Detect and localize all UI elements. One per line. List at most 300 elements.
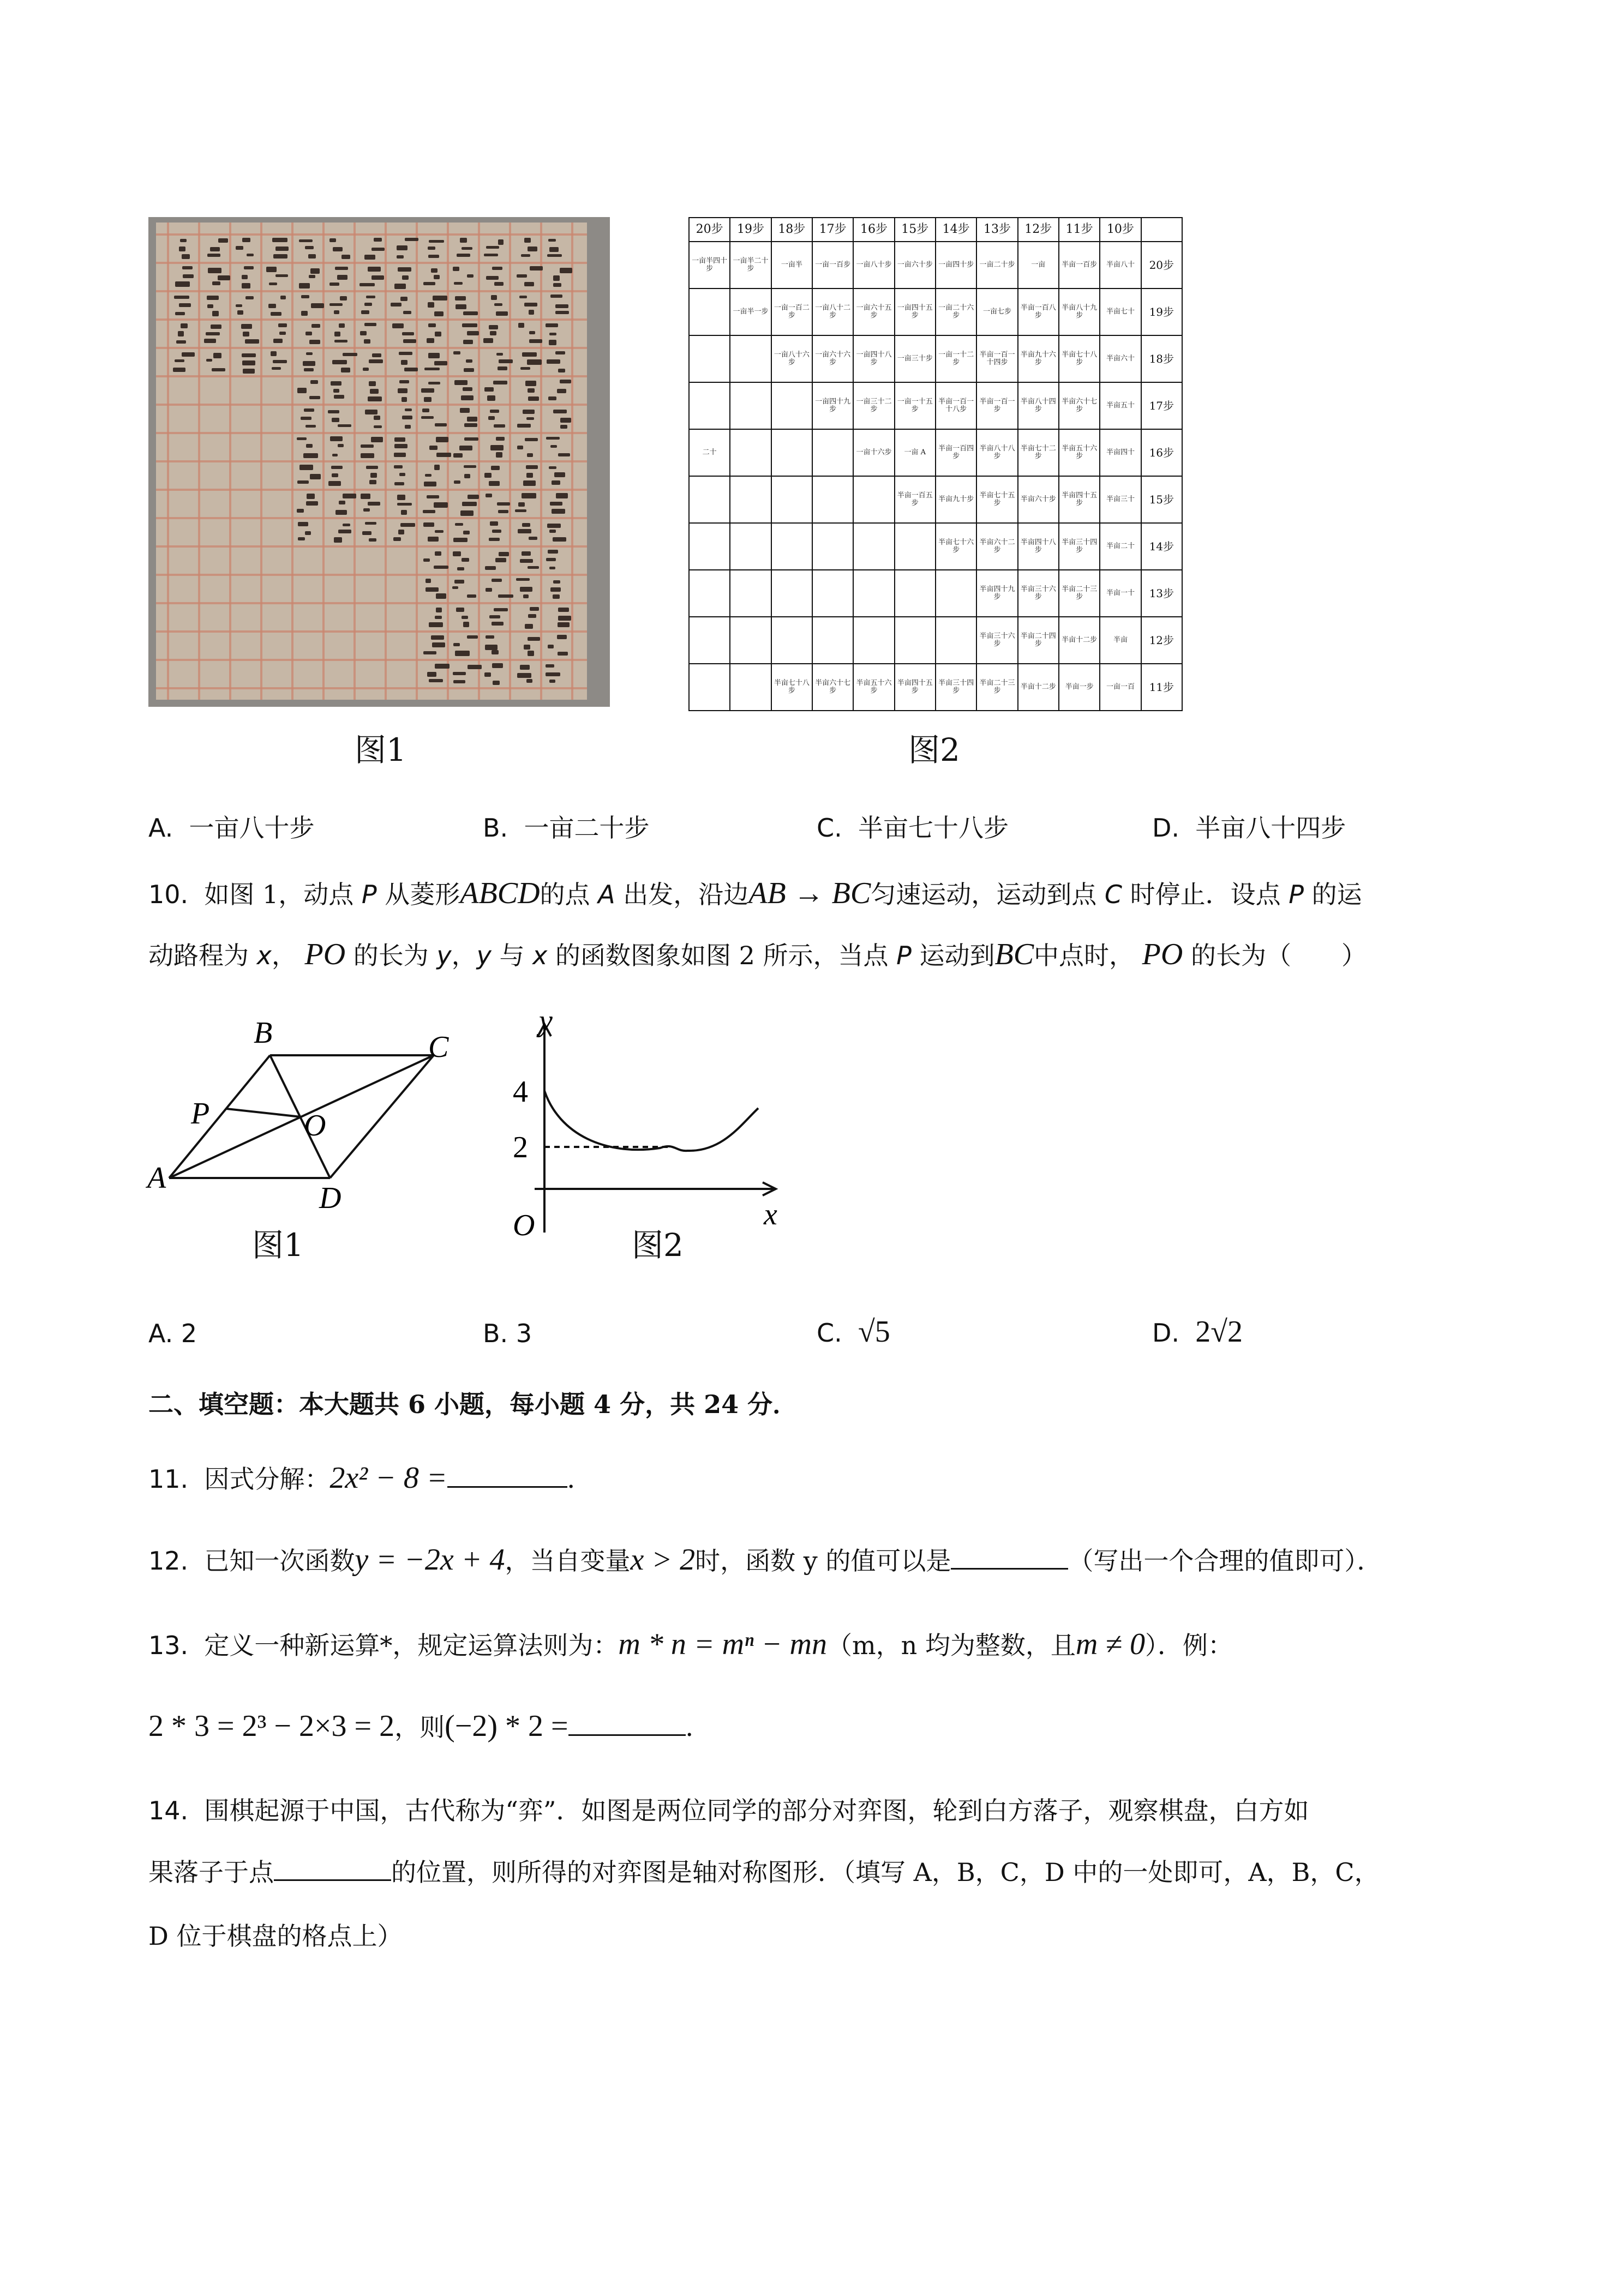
ink-character: [560, 418, 572, 423]
ink-character: [397, 245, 408, 250]
ink-character: [361, 494, 370, 499]
ink-character: [301, 311, 308, 316]
ink-character: [436, 437, 448, 442]
row-label-cell: 20步: [1141, 242, 1182, 288]
row-label-cell: 11步: [1141, 664, 1182, 711]
ink-character: [369, 381, 376, 386]
ink-character: [486, 494, 492, 497]
table-row: [689, 288, 1182, 335]
ink-character: [337, 275, 347, 280]
ink-character: [553, 594, 559, 599]
table-cell: [730, 429, 771, 476]
ink-character: [368, 396, 382, 401]
ink-character: [550, 502, 562, 506]
ink-character: [468, 665, 482, 669]
ink-character: [298, 537, 305, 541]
header-cell: 17步: [812, 218, 853, 242]
table-cell: 半亩四十五步: [895, 664, 936, 711]
ink-character: [363, 368, 369, 371]
figure1-caption: 图1: [355, 731, 406, 768]
ink-character: [299, 283, 310, 288]
ink-character: [176, 340, 186, 344]
ink-character: [206, 332, 220, 335]
row-label-cell: 16步: [1141, 429, 1182, 476]
ink-character: [554, 472, 566, 477]
ink-character: [463, 622, 469, 627]
ink-character: [398, 388, 408, 394]
ink-character: [272, 367, 281, 370]
table-cell: [936, 570, 976, 617]
ink-character: [364, 339, 370, 344]
table-cell: [689, 335, 730, 382]
ink-character: [485, 566, 495, 570]
ink-character: [394, 465, 403, 468]
ink-character: [279, 332, 286, 335]
header-cell: 16步: [853, 218, 894, 242]
ink-character: [340, 296, 347, 301]
ink-character: [467, 635, 478, 639]
ink-character: [405, 425, 411, 429]
table-cell: [853, 476, 894, 523]
ink-character: [328, 481, 341, 485]
table-cell: 一亩一十五步: [895, 382, 936, 429]
table-cell: 一亩一百二步: [771, 288, 812, 335]
table-cell: [771, 429, 812, 476]
table-cell: 半亩九十六步: [1018, 335, 1059, 382]
ink-character: [331, 381, 341, 386]
header-cell: [1141, 218, 1182, 242]
ink-character: [553, 537, 566, 542]
ink-character: [486, 588, 492, 592]
ink-character: [329, 238, 336, 242]
ink-character: [366, 296, 375, 299]
ink-character: [394, 444, 408, 448]
ink-character: [237, 310, 243, 315]
table-cell: 一亩二十步: [976, 242, 1017, 288]
ink-character: [271, 312, 282, 316]
table-cell: 一亩半四十步: [689, 242, 730, 288]
ink-character: [496, 353, 503, 356]
ink-character: [338, 530, 351, 533]
ink-character: [303, 453, 318, 458]
ink-character: [433, 296, 447, 300]
ink-character: [453, 267, 460, 271]
ink-character: [331, 466, 343, 469]
table-cell: 半亩四十: [1100, 429, 1141, 476]
ink-character: [212, 311, 219, 316]
ink-character: [550, 294, 562, 298]
ink-character: [310, 474, 321, 479]
ink-character: [548, 239, 556, 242]
ink-character: [423, 282, 435, 285]
ink-character: [397, 255, 404, 259]
ink-character: [516, 578, 530, 581]
table-cell: 半亩十二步: [1059, 617, 1100, 664]
ink-character: [455, 523, 463, 526]
ink-character: [519, 296, 527, 298]
photo-grid-line: [156, 602, 587, 604]
ink-character: [548, 645, 554, 648]
ink-character: [546, 437, 560, 440]
ink-character: [486, 276, 499, 280]
ink-character: [546, 664, 554, 668]
ink-character: [485, 645, 498, 650]
ink-character: [494, 424, 505, 428]
ink-character: [427, 672, 436, 677]
ink-character: [268, 304, 276, 309]
ink-character: [394, 482, 404, 485]
ink-character: [427, 495, 439, 498]
table-cell: [730, 570, 771, 617]
ink-character: [310, 268, 320, 274]
ink-character: [518, 529, 531, 533]
table-row: [689, 242, 1182, 288]
table-cell: 半亩七十六步: [936, 523, 976, 570]
ink-character: [329, 303, 343, 306]
ink-character: [297, 388, 306, 393]
table-cell: 半亩六十: [1100, 335, 1141, 382]
ink-character: [560, 425, 568, 429]
ink-character: [392, 323, 404, 328]
ink-character: [528, 637, 540, 641]
ink-character: [243, 332, 249, 336]
ink-character: [179, 247, 185, 251]
ink-character: [520, 665, 530, 670]
ink-character: [374, 425, 382, 428]
ink-character: [368, 267, 381, 272]
ink-character: [552, 480, 560, 484]
ink-character: [402, 275, 409, 280]
ink-character: [523, 410, 535, 414]
ink-character: [428, 382, 440, 384]
ink-character: [524, 238, 531, 242]
ink-character: [463, 340, 474, 344]
ink-character: [453, 453, 462, 458]
table-cell: 半亩四十五步: [1059, 476, 1100, 523]
ink-character: [434, 311, 444, 316]
ink-character: [306, 444, 313, 448]
ink-character: [304, 368, 314, 371]
ink-character: [426, 587, 439, 592]
ink-character: [435, 332, 442, 336]
ink-character: [211, 324, 222, 328]
table-cell: 半亩十二步: [1018, 664, 1059, 711]
ink-character: [434, 275, 440, 279]
ink-character: [366, 466, 378, 468]
ink-character: [213, 353, 221, 358]
row-label-cell: 17步: [1141, 382, 1182, 429]
header-cell: 19步: [730, 218, 771, 242]
ink-character: [218, 238, 228, 242]
table-cell: 一亩四十步: [936, 242, 976, 288]
table-cell: 二十: [689, 429, 730, 476]
table-cell: 半亩五十六步: [853, 664, 894, 711]
ink-character: [558, 652, 567, 656]
ink-character: [493, 381, 507, 384]
section2-heading: 二、填空题：本大题共 6 小题，每小题 4 分，共 24 分．: [148, 1390, 798, 1419]
table-cell: 半亩三十四步: [936, 664, 976, 711]
ink-character: [530, 607, 539, 611]
ink-character: [517, 424, 531, 428]
ink-character: [555, 351, 565, 354]
table-cell: 一亩一百步: [812, 242, 853, 288]
ink-character: [557, 635, 566, 639]
ink-character: [490, 521, 498, 526]
ink-character: [329, 283, 339, 286]
ink-character: [271, 351, 277, 356]
ink-character: [236, 246, 243, 249]
ink-character: [497, 502, 510, 506]
ink-character: [368, 502, 381, 506]
ink-character: [371, 248, 385, 251]
ink-character: [484, 387, 494, 392]
ink-character: [489, 538, 500, 542]
ink-character: [494, 303, 502, 306]
header-cell: 10步: [1100, 218, 1141, 242]
q10-option-d: D. 2√2: [1152, 1315, 1243, 1349]
ink-character: [453, 551, 462, 556]
table-cell: 一亩半二十步: [730, 242, 771, 288]
ink-character: [483, 338, 493, 343]
ink-character: [374, 416, 380, 420]
ink-character: [204, 339, 217, 343]
ink-character: [432, 642, 445, 647]
ink-character: [371, 275, 383, 280]
ink-character: [425, 474, 432, 477]
table-cell: 半亩二十三步: [1059, 570, 1100, 617]
ink-character: [308, 254, 316, 259]
ink-character: [297, 480, 309, 483]
photo-grid-line: [156, 687, 587, 689]
table-cell: 一亩八十二步: [812, 288, 853, 335]
ink-character: [305, 531, 311, 535]
table-cell: [853, 617, 894, 664]
ink-character: [423, 558, 430, 561]
ink-character: [362, 531, 371, 535]
ink-character: [490, 445, 504, 450]
ink-character: [529, 310, 535, 315]
ink-character: [427, 338, 435, 343]
ink-character: [400, 297, 408, 302]
ink-character: [524, 303, 537, 306]
ink-character: [429, 446, 438, 450]
table-cell: 一亩四十五步: [895, 288, 936, 335]
ink-character: [546, 672, 560, 676]
photo-grid-line: [156, 404, 587, 406]
ink-character: [361, 444, 374, 448]
ink-character: [434, 361, 448, 366]
table-cell: 一亩二十六步: [936, 288, 976, 335]
table-cell: [853, 523, 894, 570]
ink-character: [553, 410, 567, 413]
table-cell: [730, 476, 771, 523]
ink-character: [401, 397, 408, 402]
ink-character: [491, 295, 497, 299]
ink-character: [453, 680, 465, 683]
ink-character: [494, 282, 503, 286]
ink-character: [522, 493, 536, 498]
ink-character: [528, 614, 536, 618]
ink-character: [453, 643, 460, 646]
label-a: A: [147, 1161, 166, 1195]
ink-character: [338, 444, 343, 447]
ink-character: [555, 311, 569, 314]
label-b: B: [254, 1016, 273, 1050]
ink-character: [560, 268, 573, 273]
ink-character: [236, 304, 242, 307]
ink-character: [422, 408, 429, 413]
ink-character: [305, 246, 314, 249]
ink-character: [241, 324, 252, 329]
table-row: [689, 617, 1182, 664]
table-cell: [730, 335, 771, 382]
ink-character: [423, 651, 436, 654]
table-cell: 半亩七十二步: [1018, 429, 1059, 476]
ink-character: [454, 580, 464, 584]
table-cell: 一亩六十步: [895, 242, 936, 288]
ink-character: [549, 247, 559, 253]
ink-character: [546, 558, 556, 561]
ink-character: [421, 416, 434, 419]
table-cell: 一亩七步: [976, 288, 1017, 335]
table-cell: 一亩三十二步: [853, 382, 894, 429]
ink-character: [182, 254, 190, 259]
ink-character: [301, 295, 310, 298]
q9-option-d: D. 半亩八十四步: [1152, 813, 1346, 843]
ink-character: [306, 352, 313, 356]
q14-line3: D 位于棋盘的格点上）: [148, 1921, 403, 1951]
ink-character: [526, 417, 535, 420]
ink-character: [499, 359, 513, 363]
ink-character: [242, 238, 250, 242]
ink-character: [207, 304, 213, 308]
ink-character: [242, 360, 255, 366]
table-cell: [771, 617, 812, 664]
ink-character: [424, 482, 437, 486]
function-graph: [535, 1024, 776, 1233]
ink-character: [266, 267, 276, 272]
row-label-cell: 12步: [1141, 617, 1182, 664]
ink-character: [398, 267, 411, 272]
table-cell: 一亩一百: [1100, 664, 1141, 711]
ink-character: [553, 580, 560, 584]
table-cell: [730, 382, 771, 429]
ink-character: [518, 323, 524, 328]
ink-character: [522, 551, 530, 556]
ink-character: [524, 282, 534, 286]
ink-character: [499, 552, 509, 556]
ink-character: [434, 465, 440, 470]
row-label-cell: 19步: [1141, 288, 1182, 335]
ink-character: [428, 302, 434, 308]
ink-character: [245, 296, 254, 300]
table-cell: [895, 523, 936, 570]
ink-character: [467, 594, 476, 598]
table-cell: 一亩六十五步: [853, 288, 894, 335]
ink-character: [549, 333, 556, 335]
ink-character: [400, 523, 415, 527]
ink-character: [397, 495, 405, 500]
ink-character: [547, 359, 560, 364]
area-table: [688, 217, 1183, 711]
ink-character: [178, 331, 184, 336]
ink-character: [435, 616, 442, 619]
label-d: D: [319, 1181, 341, 1215]
q14-line1: 14. 围棋起源于中国，古代称为“弈”．如图是两位同学的部分对弈图，轮到白方落子，观察棋盘，白方如: [148, 1796, 1309, 1825]
table-cell: 一亩半一步: [730, 288, 771, 335]
ink-character: [364, 255, 375, 260]
table-cell: 半亩四十八步: [1018, 523, 1059, 570]
table-cell: 半亩六十二步: [976, 523, 1017, 570]
header-cell: 13步: [976, 218, 1017, 242]
table-cell: 一亩四十八步: [853, 335, 894, 382]
ink-character: [181, 323, 188, 328]
ink-character: [496, 452, 503, 458]
edge-ab: [169, 1055, 270, 1178]
ink-character: [498, 239, 504, 244]
photo-grid-line: [156, 460, 587, 462]
ink-character: [309, 275, 315, 278]
ink-character: [552, 509, 565, 513]
table-cell: 半亩六十步: [1018, 476, 1059, 523]
table-cell: 半亩四十九步: [976, 570, 1017, 617]
ink-character: [401, 360, 408, 365]
ink-character: [369, 480, 377, 484]
ink-character: [309, 396, 320, 399]
ink-character: [428, 323, 436, 327]
table-cell: [895, 570, 936, 617]
ink-character: [212, 368, 225, 371]
ink-character: [431, 635, 444, 640]
table-cell: 半亩一百五步: [895, 476, 936, 523]
ink-character: [520, 367, 530, 370]
table-cell: 半亩三十六步: [1018, 570, 1059, 617]
table-cell: [771, 523, 812, 570]
ink-character: [371, 437, 383, 442]
ink-character: [428, 353, 439, 358]
ink-character: [330, 436, 343, 441]
photo-grid-line: [156, 545, 587, 548]
photo-grid-line: [156, 574, 587, 576]
table-cell: 半亩六十七步: [1059, 382, 1100, 429]
ink-character: [426, 579, 431, 583]
ink-character: [429, 240, 444, 243]
ink-character: [182, 266, 193, 269]
q12-answer-blank: [951, 1544, 1068, 1570]
table-cell: [812, 523, 853, 570]
table-cell: [730, 617, 771, 664]
table-cell: 半亩七十八步: [771, 664, 812, 711]
q11: 11. 因式分解：2x² − 8 = ．: [148, 1461, 592, 1495]
ink-character: [307, 494, 315, 499]
ink-character: [549, 680, 556, 683]
ink-character: [297, 509, 303, 513]
ink-character: [518, 502, 525, 507]
ink-character: [492, 650, 499, 654]
q10-option-b: B. 3: [483, 1319, 532, 1348]
table-cell: 半亩一百一十四步: [976, 335, 1017, 382]
q10-figures: [136, 1009, 818, 1282]
ink-character: [429, 622, 443, 627]
ink-character: [489, 615, 501, 618]
ink-character: [243, 369, 254, 374]
ink-character: [374, 238, 382, 242]
ink-character: [423, 522, 434, 527]
paper-sheet: [156, 223, 587, 700]
ink-character: [491, 466, 500, 470]
ink-character: [341, 255, 350, 260]
ink-character: [394, 453, 406, 457]
